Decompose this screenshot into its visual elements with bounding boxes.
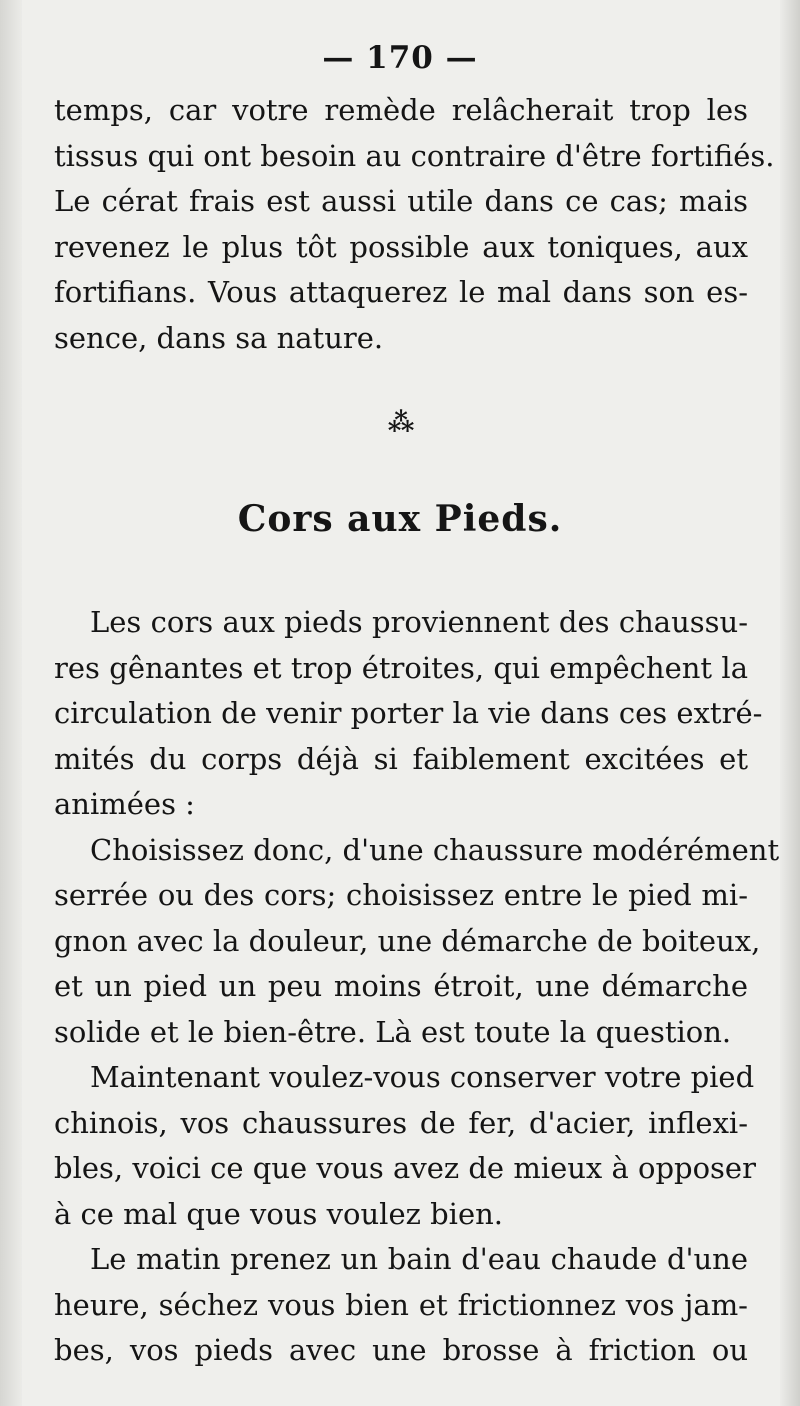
text-line: à ce mal que vous voulez bien. (54, 1196, 504, 1231)
text-line: Le cérat frais est aussi utile dans ce cas; mais (54, 184, 748, 218)
text-line: Les cors aux pieds proviennent des chaussu- (90, 605, 748, 639)
text-line: heure, séchez vous bien et frictionnez vos jam- (54, 1287, 748, 1322)
text-line: revenez le plus tôt possible aux toniques, aux (54, 229, 748, 264)
page-right-shadow (780, 0, 800, 1406)
text-line: serrée ou des cors; choisissez entre le pied mi- (54, 878, 748, 912)
text-line: sence, dans sa nature. (54, 320, 384, 355)
page-number: — 170 — (322, 40, 478, 76)
text-line: Maintenant voulez-vous conserver votre pied (90, 1060, 755, 1094)
text-line: fortifians. Vous attaquerez le mal dans son es- (54, 275, 748, 309)
page-left-shadow (0, 0, 22, 1406)
text-line: mités du corps déjà si faiblement excitées et (54, 741, 748, 776)
text-line: chinois, vos chaussures de fer, d'acier, inflexi- (54, 1105, 748, 1140)
text-line: res gênantes et trop étroites, qui empêchent la (54, 650, 748, 685)
text-line: Choisissez donc, d'une chaussure modérément (90, 832, 780, 867)
text-line: solide et le bien-être. Là est toute la question. (54, 1014, 732, 1049)
text-line: animées : (54, 787, 195, 821)
text-line: gnon avec la douleur, une démarche de boiteux, (54, 923, 761, 958)
text-line: Le matin prenez un bain d'eau chaude d'une (90, 1242, 748, 1276)
text-line: et un pied un peu moins étroit, une démarche (54, 969, 748, 1003)
text-block-bottom (54, 600, 780, 1374)
text-line: tissus qui ont besoin au contraire d'être fortifiés. (54, 138, 775, 173)
text-block-top (54, 88, 775, 361)
text-line: bles, voici ce que vous avez de mieux à opposer (54, 1151, 756, 1185)
text-line: temps, car votre remède relâcherait trop les (54, 93, 748, 127)
section-title: Cors aux Pieds. (237, 498, 563, 540)
ornament-divider: ⁂ (387, 408, 413, 438)
text-line: circulation de venir porter la vie dans ces extré- (54, 696, 763, 730)
text-line: bes, vos pieds avec une brosse à friction ou (54, 1333, 748, 1367)
